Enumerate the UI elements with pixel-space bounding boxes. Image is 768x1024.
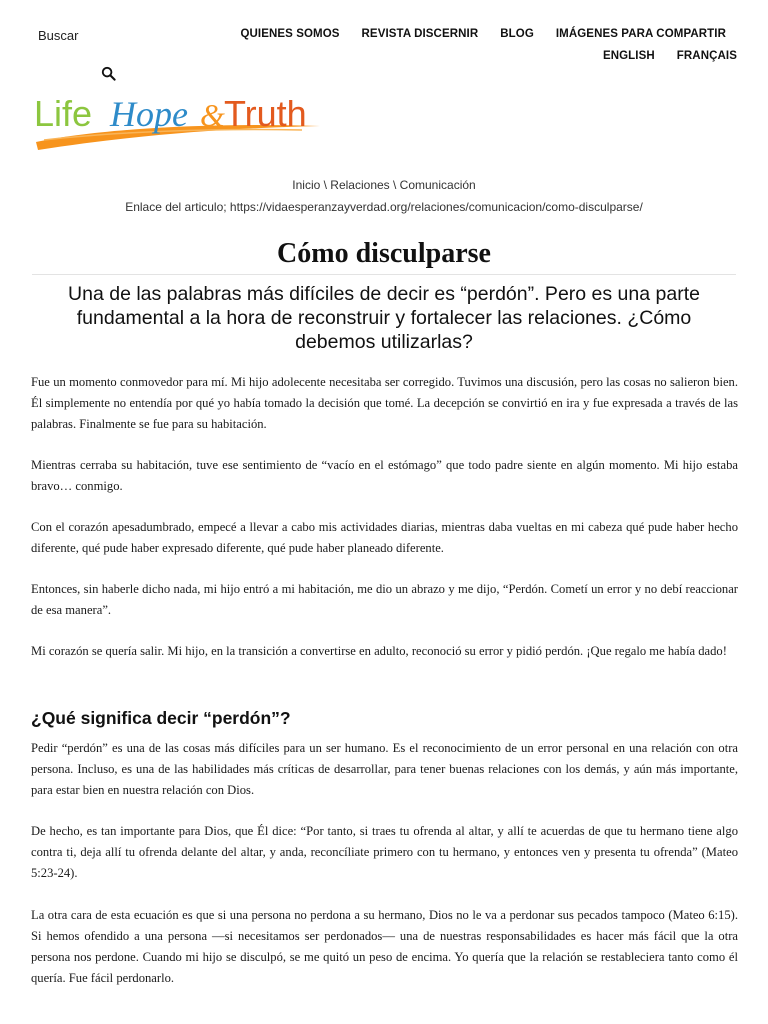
paragraph: Mi corazón se quería salir. Mi hijo, en la transición a convertirse en adulto, reconoció su error y pidió perdón. ¡Que regalo me había dado! bbox=[31, 644, 727, 658]
paragraph: La otra cara de esta ecuación es que si una persona no perdona a su hermano, Dios no le va a perdonar sus pecados tampoco (Mateo 6:15). Si hemos ofendido a una persona —si necesitamos ser perdonados— una de nuestras responsabilidades es hacer más fácil que la otra persona nos perdone. Cuando mi hijo se disculpó, se me quitó un peso de encima. Yo quería que la relación se restableciera tanto como él quería. Fue fácil perdonarlo. bbox=[31, 908, 738, 985]
section-heading: ¿Qué significa decir “perdón”? bbox=[31, 708, 291, 728]
search-label[interactable]: Buscar bbox=[38, 28, 79, 43]
paragraph: Con el corazón apesadumbrado, empecé a llevar a cabo mis actividades diarias, mientras daba vueltas en mi cabeza qué pude haber hecho diferente, qué pude haber expresado diferente, qué pude haber planeado diferente. bbox=[31, 520, 738, 555]
paragraph: Mientras cerraba su habitación, tuve ese sentimiento de “vacío en el estómago” que todo padre siente en algún momento. Mi hijo estaba bravo… conmigo. bbox=[31, 458, 738, 493]
nav-revista-discernir[interactable]: REVISTA DISCERNIR bbox=[361, 28, 479, 40]
logo-hope: Hope bbox=[110, 94, 188, 134]
title-divider bbox=[32, 274, 736, 275]
logo-ampersand: & bbox=[200, 97, 225, 133]
nav-blog[interactable]: BLOG bbox=[500, 28, 534, 40]
logo-truth: Truth bbox=[224, 93, 307, 134]
language-nav bbox=[603, 50, 737, 62]
paragraph: Entonces, sin haberle dicho nada, mi hijo entró a mi habitación, me dio un abrazo y me dijo, “Perdón. Cometí un error y no debí reaccionar de esa manera”. bbox=[31, 582, 738, 617]
nav-francais[interactable]: FRANÇAIS bbox=[676, 50, 737, 62]
breadcrumb[interactable]: Inicio \ Relaciones \ Comunicación bbox=[292, 178, 476, 192]
nav-imagenes[interactable]: IMÁGENES PARA COMPARTIR bbox=[555, 28, 726, 40]
main-nav bbox=[240, 28, 726, 40]
search-icon[interactable] bbox=[101, 66, 116, 81]
site-header bbox=[0, 0, 768, 80]
paragraph: Fue un momento conmovedor para mí. Mi hijo adolecente necesitaba ser corregido. Tuvimos una discusión, pero las cosas no salieron bien. Él simplemente no entendía por qué yo había tomado la decisión que tomé. La decepción se convirtió en ira y fue expresada a través de las palabras. Finalmente se fue para su habitación. bbox=[31, 375, 738, 431]
paragraph: Pedir “perdón” es una de las cosas más difíciles para un ser humano. Es el reconocimiento de un error personal en una relación con otra persona. Incluso, es una de las habilidades más críticas de desarrollar, para tener buenas relaciones con los demás, y aún más importante, para estar bien en nuestra relación con Dios. bbox=[31, 741, 738, 797]
site-logo[interactable] bbox=[32, 86, 324, 154]
paragraph: De hecho, es tan importante para Dios, que Él dice: “Por tanto, si traes tu ofrenda al altar, y allí te acuerdas de que tu hermano tiene algo contra ti, deja allí tu ofrenda delante del altar, y anda, reconcíliate primero con tu hermano, y entonces ven y presenta tu ofrenda” (Mateo 5:23-24). bbox=[31, 824, 738, 880]
logo-life: Life bbox=[34, 93, 93, 134]
nav-quienes-somos[interactable]: QUIENES SOMOS bbox=[240, 28, 340, 40]
nav-english[interactable]: ENGLISH bbox=[602, 50, 655, 62]
article-link: Enlace del articulo; https://vidaesperanzayverdad.org/relaciones/comunicacion/como-disculparse/ bbox=[125, 200, 643, 214]
article-lead: Una de las palabras más difíciles de decir es “perdón”. Pero es una parte fundamental a la hora de reconstruir y fortalecer las relaciones. ¿Cómo debemos utilizarlas? bbox=[68, 283, 700, 353]
page-title: Cómo disculparse bbox=[277, 238, 491, 269]
